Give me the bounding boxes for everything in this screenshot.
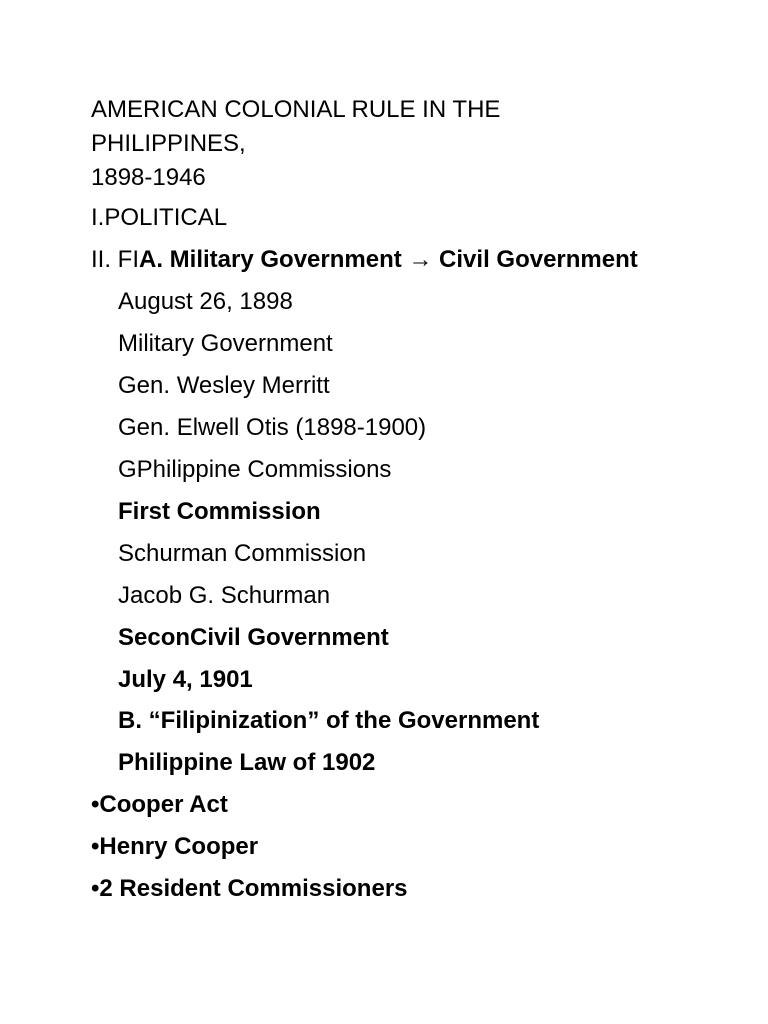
military-to-civil-heading: A. Military Government → Civil Government — [139, 246, 638, 273]
filipinization-heading: B. “Filipinization” of the Government — [118, 707, 540, 734]
jacob-schurman: Jacob G. Schurman — [118, 582, 331, 609]
second-civil-government: SeconCivil Government — [118, 624, 389, 651]
section-political: I.POLITICAL — [91, 204, 228, 231]
title-line-3: 1898-1946 — [91, 164, 206, 191]
title-line-1: AMERICAN COLONIAL RULE IN THE — [91, 96, 501, 123]
first-commission: First Commission — [118, 498, 321, 525]
section-ii-prefix: II. FI — [91, 246, 139, 273]
philippine-law: Philippine Law of 1902 — [118, 749, 376, 776]
philippine-commissions: GPhilippine Commissions — [118, 456, 392, 483]
gen-otis: Gen. Elwell Otis (1898-1900) — [118, 414, 427, 441]
section-ii-heading — [91, 245, 638, 275]
document-title — [91, 93, 691, 195]
date-july: July 4, 1901 — [118, 666, 253, 693]
military-government: Military Government — [118, 330, 333, 357]
title-line-2: PHILIPPINES, — [91, 130, 246, 157]
gen-merritt: Gen. Wesley Merritt — [118, 372, 330, 399]
bullet-henry-cooper: •Henry Cooper — [91, 833, 259, 860]
bullet-cooper-act: •Cooper Act — [91, 791, 228, 818]
date-august: August 26, 1898 — [118, 288, 293, 315]
schurman-commission: Schurman Commission — [118, 540, 367, 567]
bullet-resident-commissioners: •2 Resident Commissioners — [91, 875, 408, 902]
